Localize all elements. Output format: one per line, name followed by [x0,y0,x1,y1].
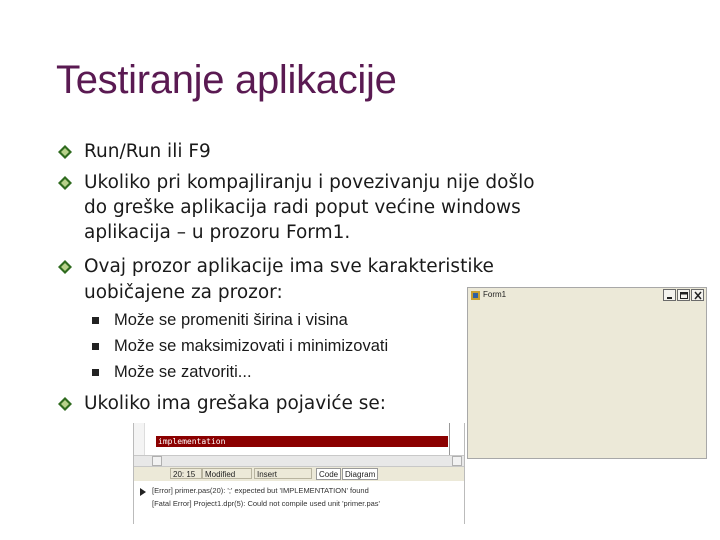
ide-error-screenshot [133,423,465,524]
horizontal-scrollbar[interactable] [134,455,464,467]
editor-right-edge [449,423,450,455]
cursor-position: 20: 15 [170,468,202,479]
close-button[interactable] [691,289,704,301]
sub-bullet-text: Može se maksimizovati i minimizovati [114,337,389,355]
bullet-diamond-icon [58,176,72,190]
tab-code[interactable]: Code [316,468,341,480]
form-app-icon [471,291,480,300]
bullet-text: Ukoliko pri kompajliranju i povezivanju nije došlo [84,172,535,193]
square-bullet-icon [92,369,99,376]
bullet-diamond-icon [58,397,72,411]
scroll-right-arrow-icon[interactable] [452,456,462,466]
tab-diagram[interactable]: Diagram [342,468,378,480]
bullet-text: Ovaj prozor aplikacije ima sve karakteristike [84,256,494,277]
bullet-text: do greške aplikacija radi poput većine windows [84,197,521,218]
bullet-diamond-icon [58,145,72,159]
close-icon [693,291,703,300]
sub-bullet-text: Može se promeniti širina i visina [114,311,348,329]
bullet-text: uobičajene za prozor: [84,282,283,303]
compiler-messages [134,483,464,524]
editor-status-bar [134,467,464,481]
minimize-icon [665,291,675,300]
square-bullet-icon [92,317,99,324]
minimize-button[interactable] [663,289,676,301]
form1-title: Form1 [483,290,507,299]
bullet-text: Ukoliko ima grešaka pojaviće se: [84,393,387,414]
maximize-button[interactable] [677,289,690,301]
editor-gutter [134,423,145,455]
modified-indicator: Modified [202,468,252,479]
message-line[interactable]: [Fatal Error] Project1.dpr(5): Could not compile used unit 'primer.pas' [152,499,380,508]
bullet-diamond-icon [58,260,72,274]
current-message-arrow-icon [140,488,146,496]
message-line[interactable]: [Error] primer.pas(20): ';' expected but 'IMPLEMENTATION' found [152,486,369,495]
bullet-text: aplikacija – u prozoru Form1. [84,222,351,243]
insert-mode-indicator: Insert [254,468,312,479]
slide-title: Testiranje aplikacije [56,58,397,102]
highlighted-code-line: implementation [156,436,448,447]
square-bullet-icon [92,343,99,350]
maximize-icon [679,291,689,300]
form1-titlebar[interactable] [468,288,706,304]
bullet-text: Run/Run ili F9 [84,141,211,162]
scroll-left-arrow-icon[interactable] [152,456,162,466]
form1-window [467,287,707,459]
sub-bullet-text: Može se zatvoriti... [114,363,252,381]
